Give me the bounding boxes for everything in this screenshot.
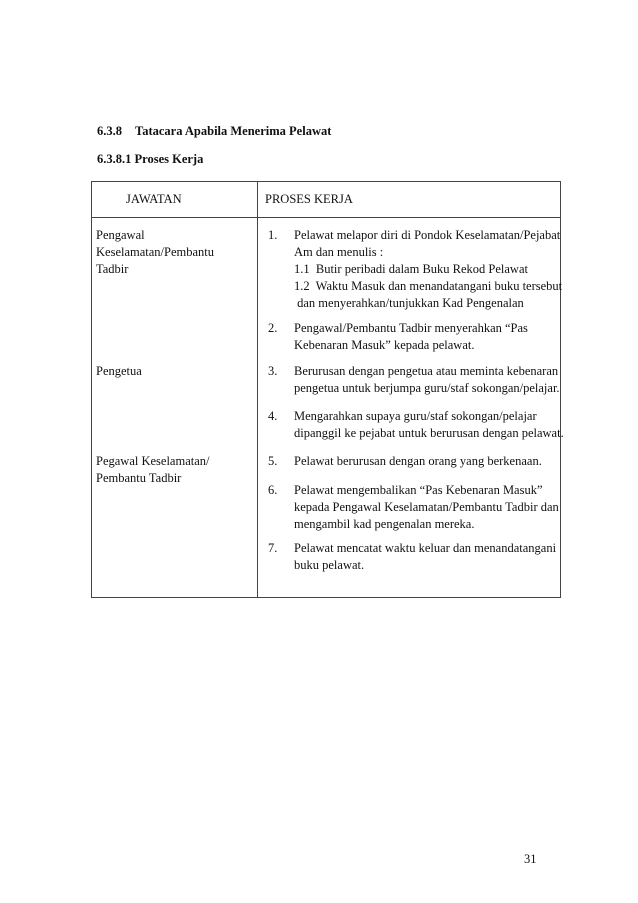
jawatan-entry bbox=[96, 453, 221, 487]
step-line: dan menyerahkan/tunjukkan Kad Pengenalan bbox=[294, 296, 524, 310]
header-proses-kerja: PROSES KERJA bbox=[258, 182, 561, 218]
step-line: 1.2 Waktu Masuk dan menandatangani buku tersebut bbox=[294, 279, 563, 293]
table-body-row bbox=[92, 218, 561, 598]
step-number: 2. bbox=[268, 321, 278, 335]
step-line: Berurusan dengan pengetua atau meminta kebenaran bbox=[294, 364, 559, 378]
step-text bbox=[294, 320, 588, 354]
step-line: buku pelawat. bbox=[294, 558, 365, 572]
jawatan-line: Pengawal bbox=[96, 228, 145, 242]
jawatan-entry bbox=[96, 227, 221, 278]
table-header-row bbox=[92, 182, 561, 218]
step-line: Pelawat melapor diri di Pondok Keselamatan/Pejabat bbox=[294, 228, 561, 242]
step-line: Am dan menulis : bbox=[294, 245, 384, 259]
jawatan-entry bbox=[96, 363, 221, 380]
jawatan-line: Pegawal Keselamatan/ bbox=[96, 454, 210, 468]
proses-kerja-table bbox=[91, 181, 564, 598]
section-heading bbox=[97, 124, 331, 139]
step-number: 7. bbox=[268, 541, 278, 555]
section-title: Tatacara Apabila Menerima Pelawat bbox=[135, 124, 332, 138]
proses-kerja-column bbox=[258, 218, 564, 598]
step-number: 1. bbox=[268, 228, 278, 242]
step-line: Pengawal/Pembantu Tadbir menyerahkan “Pas bbox=[294, 321, 528, 335]
process-step bbox=[268, 482, 588, 533]
page-number: 31 bbox=[524, 852, 537, 866]
process-step bbox=[268, 408, 588, 442]
step-line: dipanggil ke pejabat untuk berurusan dengan pelawat. bbox=[294, 426, 564, 440]
step-line: Pelawat berurusan dengan orang yang berkenaan. bbox=[294, 454, 542, 468]
step-number: 5. bbox=[268, 454, 278, 468]
process-step bbox=[268, 320, 588, 354]
step-text bbox=[294, 482, 588, 533]
subsection-heading: 6.3.8.1 Proses Kerja bbox=[97, 152, 204, 166]
process-step bbox=[268, 453, 588, 470]
step-text bbox=[294, 453, 588, 470]
step-text bbox=[294, 408, 588, 442]
jawatan-line: Pengetua bbox=[96, 364, 142, 378]
step-number: 4. bbox=[268, 409, 278, 423]
step-number: 3. bbox=[268, 364, 278, 378]
header-jawatan: JAWATAN bbox=[92, 182, 258, 218]
jawatan-line: Tadbir bbox=[96, 262, 129, 276]
step-line: 1.1 Butir peribadi dalam Buku Rekod Pelawat bbox=[294, 262, 528, 276]
step-line: mengambil kad pengenalan mereka. bbox=[294, 517, 475, 531]
jawatan-line: Keselamatan/Pembantu bbox=[96, 245, 215, 259]
step-text bbox=[294, 227, 588, 312]
jawatan-line: Pembantu Tadbir bbox=[96, 471, 182, 485]
process-step bbox=[268, 227, 588, 312]
step-number: 6. bbox=[268, 483, 278, 497]
jawatan-column bbox=[92, 218, 258, 598]
step-text bbox=[294, 363, 588, 397]
step-text bbox=[294, 540, 588, 574]
step-line: Pelawat mengembalikan “Pas Kebenaran Masuk” bbox=[294, 483, 543, 497]
step-line: Pelawat mencatat waktu keluar dan menandatangani bbox=[294, 541, 557, 555]
step-line: Kebenaran Masuk” kepada pelawat. bbox=[294, 338, 475, 352]
step-line: Mengarahkan supaya guru/staf sokongan/pelajar bbox=[294, 409, 537, 423]
step-line: pengetua untuk berjumpa guru/staf sokongan/pelajar. bbox=[294, 381, 560, 395]
section-number: 6.3.8 bbox=[97, 124, 122, 138]
step-line: kepada Pengawal Keselamatan/Pembantu Tadbir dan bbox=[294, 500, 559, 514]
process-step bbox=[268, 363, 588, 397]
process-step bbox=[268, 540, 588, 574]
